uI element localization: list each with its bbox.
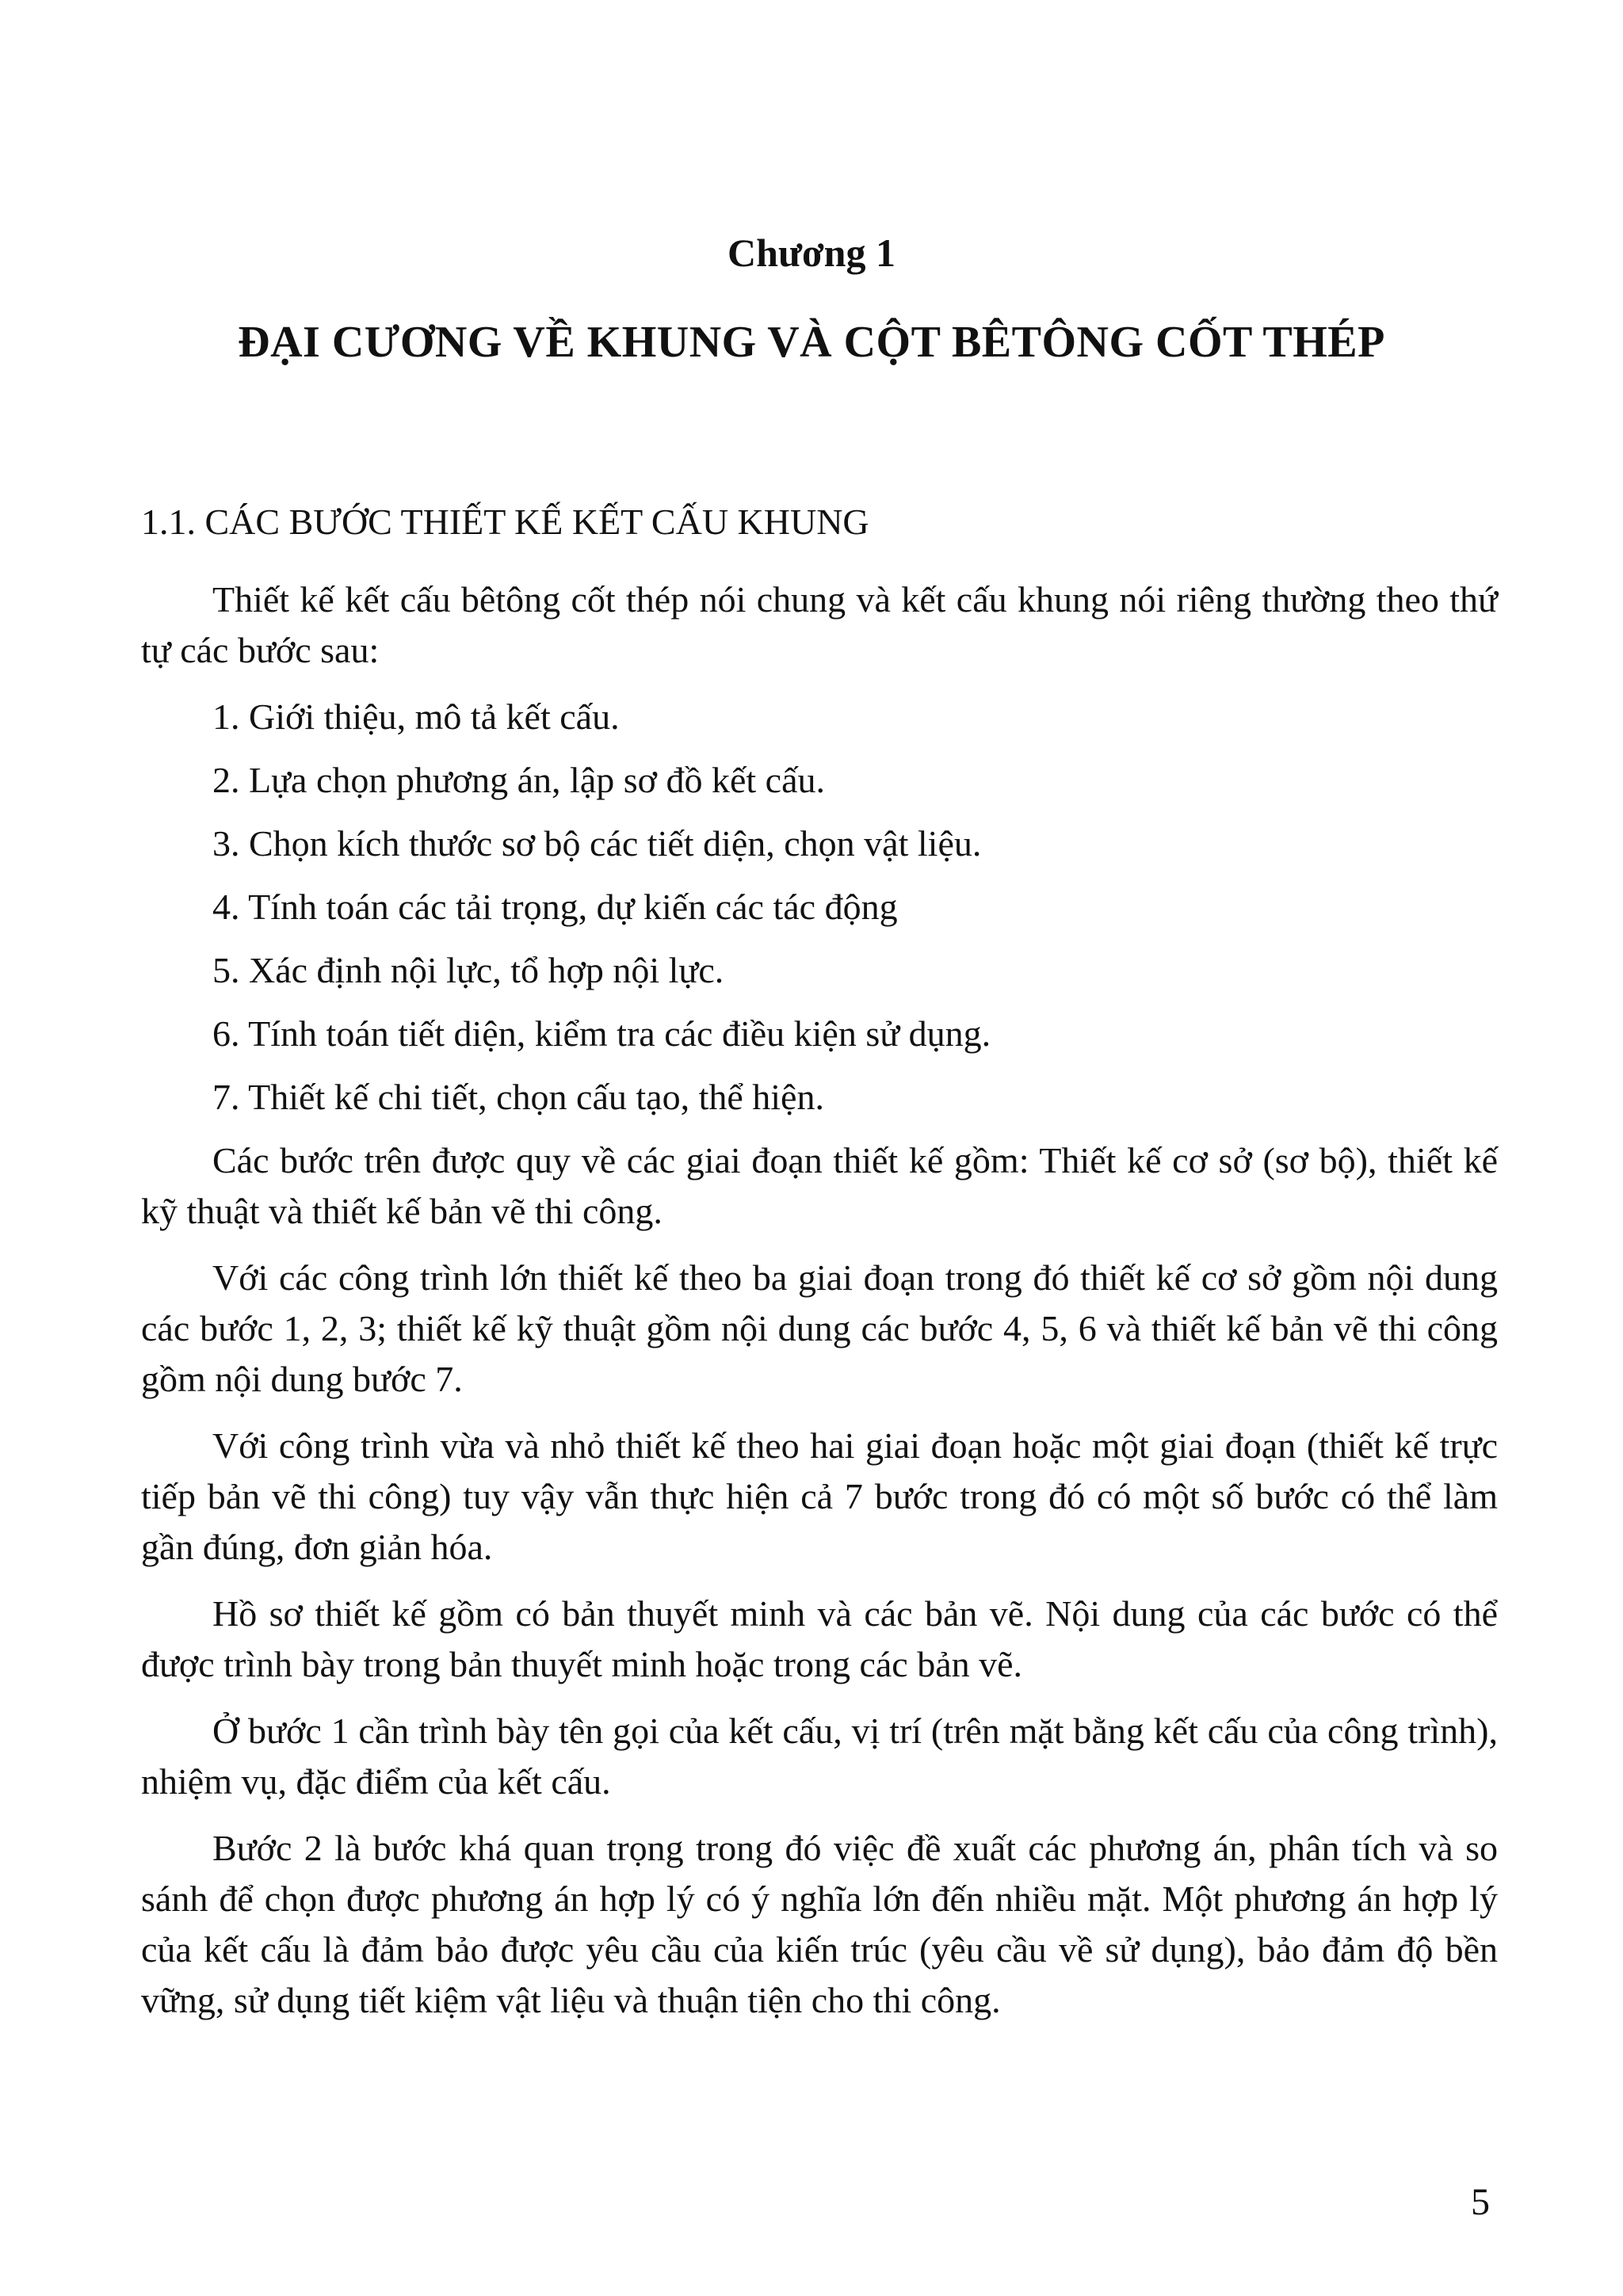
- step-item-1: 1. Giới thiệu, mô tả kết cấu.: [212, 696, 620, 737]
- paragraph-design-dossier: Hồ sơ thiết kế gồm có bản thuyết minh và các bản vẽ. Nội dung của các bước có thể được trình bày trong bản thuyết minh hoặc trong các bản vẽ.: [141, 1593, 1498, 1684]
- chapter-label: Chương 1: [727, 231, 896, 275]
- page-number: 5: [1471, 2181, 1490, 2223]
- section-heading: 1.1. CÁC BƯỚC THIẾT KẾ KẾT CẤU KHUNG: [141, 502, 869, 542]
- chapter-title: ĐẠI CƯƠNG VỀ KHUNG VÀ CỘT BÊTÔNG CỐT THÉP: [238, 318, 1385, 367]
- paragraph-large-works: Với các công trình lớn thiết kế theo ba giai đoạn trong đó thiết kế cơ sở gồm nội dung các bước 1, 2, 3; thiết kế kỹ thuật gồm nội dung các bước 4, 5, 6 và thiết kế bản vẽ thi công gồm nội dung bước 7.: [141, 1257, 1498, 1399]
- step-item-7: 7. Thiết kế chi tiết, chọn cấu tạo, thể hiện.: [212, 1077, 824, 1117]
- body-text: [141, 574, 1498, 2042]
- step-item-5: 5. Xác định nội lực, tổ hợp nội lực.: [212, 950, 724, 990]
- paragraph-design-phases: Các bước trên được quy về các giai đoạn thiết kế gồm: Thiết kế cơ sở (sơ bộ), thiết kế kỹ thuật và thiết kế bản vẽ thi công.: [141, 1140, 1498, 1231]
- paragraph-step-2: Bước 2 là bước khá quan trọng trong đó việc đề xuất các phương án, phân tích và so sánh để chọn được phương án hợp lý có ý nghĩa lớn đến nhiều mặt. Một phương án hợp lý của kết cấu là đảm bảo được yêu cầu của kiến trúc (yêu cầu về sử dụng), bảo đảm độ bền vững, sử dụng tiết kiệm vật liệu và thuận tiện cho thi công.: [141, 1828, 1498, 2020]
- paragraph-step-1: Ở bước 1 cần trình bày tên gọi của kết cấu, vị trí (trên mặt bằng kết cấu của công trình), nhiệm vụ, đặc điểm của kết cấu.: [141, 1711, 1498, 1802]
- intro-paragraph: Thiết kế kết cấu bêtông cốt thép nói chung và kết cấu khung nói riêng thường theo thứ tự các bước sau:: [141, 579, 1498, 670]
- step-item-4: 4. Tính toán các tải trọng, dự kiến các tác động: [212, 887, 898, 927]
- step-item-2: 2. Lựa chọn phương án, lập sơ đồ kết cấu.: [212, 760, 825, 800]
- step-item-6: 6. Tính toán tiết diện, kiểm tra các điều kiện sử dụng.: [212, 1013, 991, 1054]
- paragraph-small-works: Với công trình vừa và nhỏ thiết kế theo hai giai đoạn hoặc một giai đoạn (thiết kế trực tiếp bản vẽ thi công) tuy vậy vẫn thực hiện cả 7 bước trong đó có một số bước có thể làm gần đúng, đơn giản hóa.: [141, 1425, 1498, 1567]
- step-item-3: 3. Chọn kích thước sơ bộ các tiết diện, chọn vật liệu.: [212, 823, 982, 864]
